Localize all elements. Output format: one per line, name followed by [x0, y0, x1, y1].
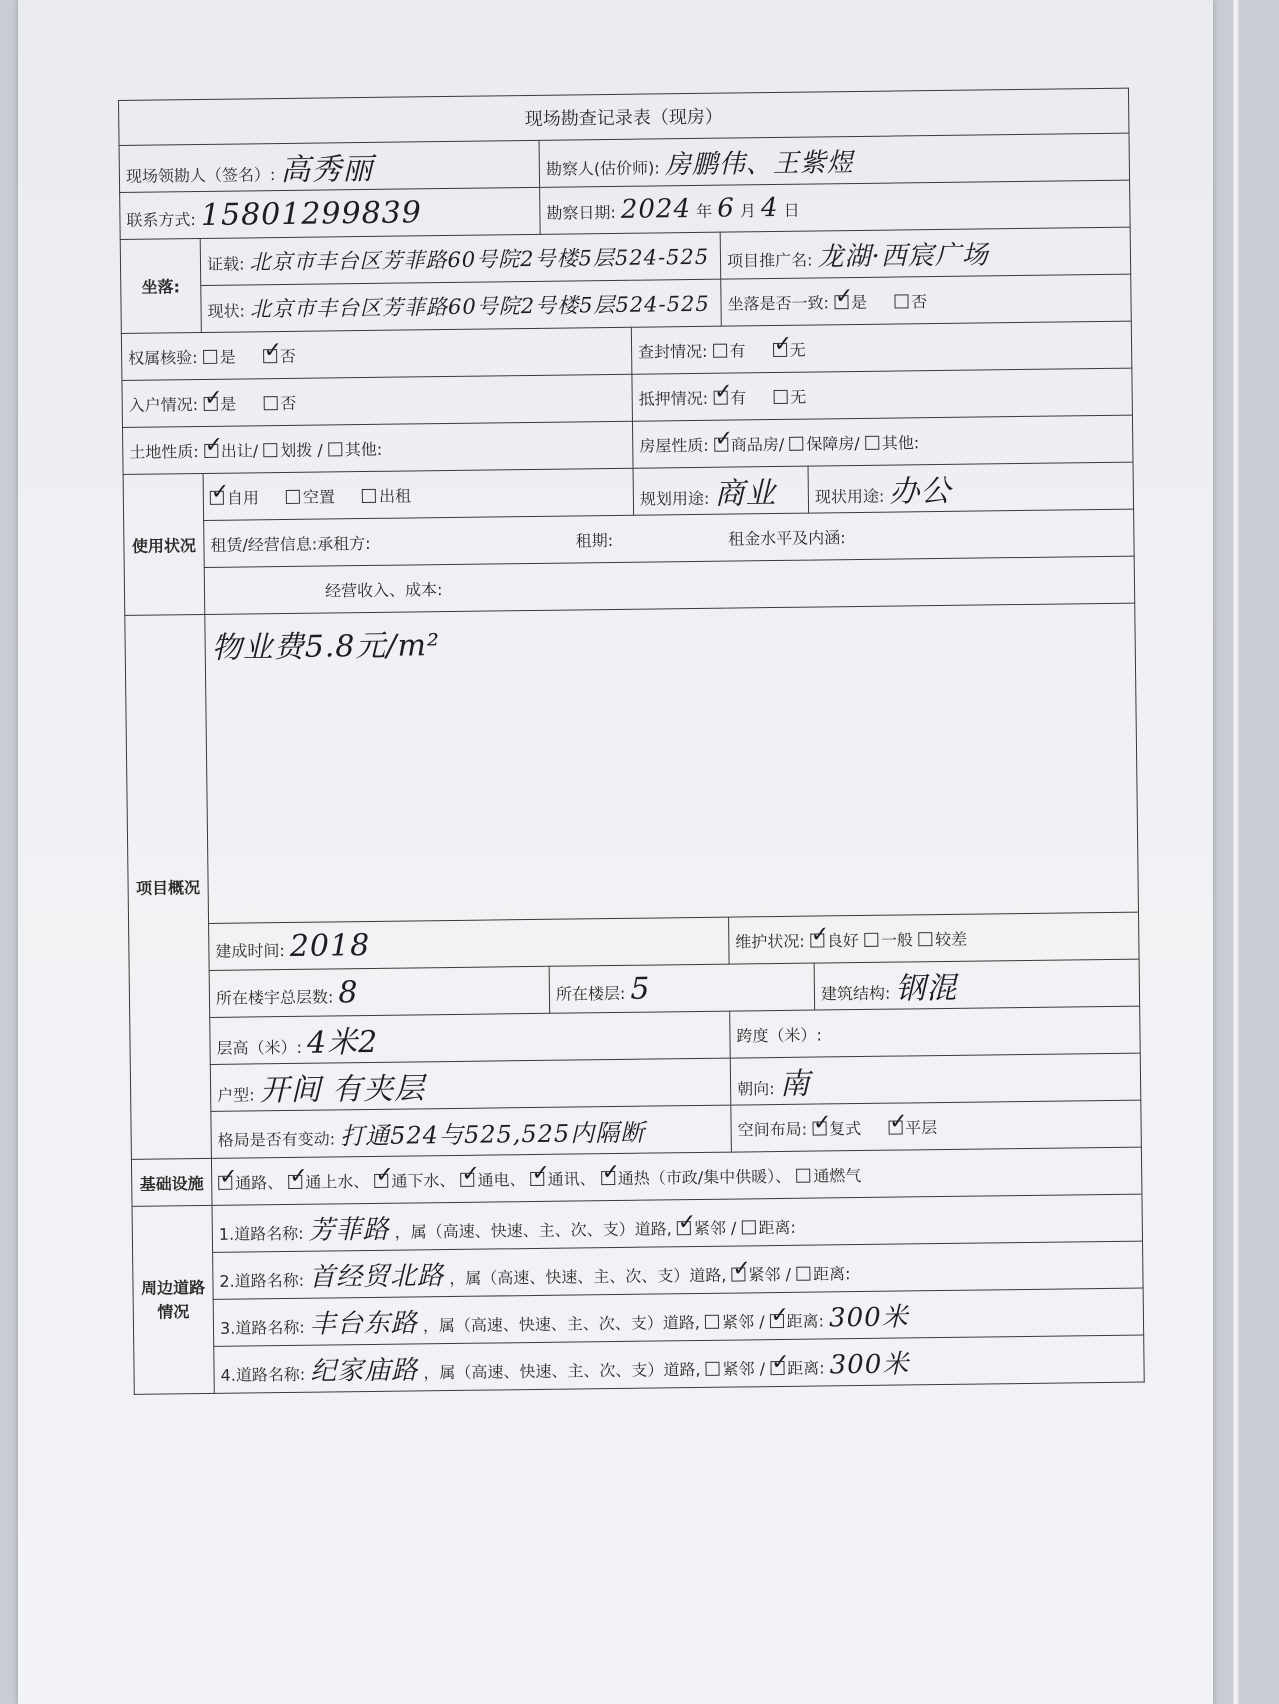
- year-unit: 年: [696, 201, 713, 221]
- built-value: 2018: [289, 927, 371, 964]
- seal-none-checkbox[interactable]: [773, 342, 787, 356]
- road-number: 3.: [219, 1318, 236, 1338]
- month-unit: 月: [739, 201, 757, 221]
- road-number: 4.: [220, 1365, 236, 1385]
- current-use-cell: [808, 462, 1134, 513]
- use-rent-label: 出租: [378, 485, 412, 506]
- road-adjacent-label: 紧邻: [722, 1358, 755, 1379]
- road-name-label: 道路名称:: [234, 1270, 305, 1291]
- entry-label: 入户情况:: [128, 394, 199, 415]
- orient-label: 朝向:: [737, 1079, 775, 1099]
- contact-label: 联系方式:: [126, 209, 196, 230]
- floors-value: 8: [338, 974, 359, 1010]
- struct-cell: [814, 959, 1140, 1010]
- road-name-label: 道路名称:: [235, 1364, 306, 1385]
- road-name-value: 纪家庙路: [310, 1354, 419, 1387]
- income-label: 经营收入、成本:: [324, 579, 443, 601]
- infra-label: 基础设施: [131, 1158, 212, 1206]
- use-options-cell: [203, 468, 634, 520]
- built-label: 建成时间:: [215, 940, 285, 961]
- project-name-cell: [720, 227, 1131, 279]
- struct-value: 钢混: [895, 970, 958, 1007]
- seal-have-checkbox[interactable]: [713, 343, 727, 357]
- entry-cell: [122, 374, 633, 427]
- space-duplex-checkbox[interactable]: [812, 1121, 826, 1135]
- planned-use-cell: [633, 466, 809, 515]
- span-cell: [730, 1006, 1141, 1058]
- consistent-no-checkbox[interactable]: [894, 294, 908, 308]
- use-vacant-label: 空置: [302, 486, 336, 507]
- infra-telecom-checkbox[interactable]: [531, 1171, 545, 1185]
- use-vacant-checkbox[interactable]: [286, 489, 300, 503]
- infra-water-supply-checkbox[interactable]: [288, 1174, 302, 1188]
- maint-fair-checkbox[interactable]: [864, 932, 878, 946]
- maint-poor-checkbox[interactable]: [918, 932, 932, 946]
- orient-value: 南: [779, 1066, 811, 1102]
- height-label: 层高（米）:: [216, 1037, 303, 1058]
- consistent-no-label: 否: [911, 291, 928, 311]
- infra-gas-checkbox[interactable]: [796, 1168, 810, 1182]
- survey-date-day: 4: [760, 192, 779, 224]
- location-label: 坐落:: [120, 239, 201, 334]
- road-name-value: 首经贸北路: [308, 1260, 445, 1293]
- road-distance-checkbox[interactable]: [770, 1360, 784, 1374]
- overview-notes-cell: [205, 603, 1139, 923]
- road-distance-label: 距离:: [812, 1263, 851, 1284]
- road-row-3: 3.道路名称: 丰台东路 ，属（高速、快速、主、次、支）道路, 紧邻 / ✓距离: 300米: [213, 1288, 1144, 1346]
- surveyor-cell: [539, 133, 1130, 187]
- infra-road-label: 通路、: [235, 1172, 284, 1193]
- actual-label: 现状:: [207, 301, 246, 321]
- maint-label: 维护状况:: [735, 931, 805, 952]
- road-name-label: 道路名称:: [234, 1223, 304, 1244]
- land-other-label: 其他:: [344, 439, 383, 459]
- house-other-checkbox[interactable]: [865, 435, 879, 449]
- layout-value: 开间 有夹层: [259, 1071, 426, 1109]
- mortgage-have-checkbox[interactable]: [713, 390, 727, 404]
- seal-label: 查封情况:: [637, 341, 708, 362]
- consistent-label: 坐落是否一致:: [727, 292, 830, 314]
- road-type-text: ，属（高速、快速、主、次、支）道路,: [422, 1312, 701, 1335]
- infra-telecom-label: 通讯、: [547, 1168, 596, 1189]
- ownership-cell: [121, 327, 632, 380]
- height-cell: [210, 1011, 731, 1064]
- house-label: 房屋性质:: [639, 435, 709, 456]
- ownership-no-checkbox[interactable]: [263, 349, 277, 363]
- infra-power-label: 通电、: [477, 1169, 526, 1190]
- field-leader-label: 现场领勘人（签名）:: [125, 165, 276, 186]
- actual-address-value: 北京市丰台区芳菲路60号院2号楼5层524-525: [249, 291, 710, 322]
- seal-cell: [631, 321, 1132, 374]
- mortgage-label: 抵押情况:: [638, 388, 709, 409]
- maint-poor-label: 较差: [934, 929, 968, 949]
- ownership-label: 权属核验:: [128, 347, 198, 368]
- cert-address-value: 北京市丰台区芳菲路60号院2号楼5层524-525: [249, 244, 710, 275]
- ownership-yes-label: 是: [219, 347, 236, 367]
- maint-good-checkbox[interactable]: [810, 933, 824, 947]
- use-self-checkbox[interactable]: [210, 490, 224, 504]
- road-adjacent-checkbox[interactable]: [705, 1314, 719, 1328]
- entry-no-checkbox[interactable]: [263, 396, 277, 410]
- infra-water-supply-label: 通上水、: [305, 1171, 370, 1192]
- road-distance-value: 300米: [828, 1301, 909, 1333]
- land-other-checkbox[interactable]: [328, 442, 342, 456]
- mortgage-none-checkbox[interactable]: [773, 389, 787, 403]
- infra-gas-label: 通燃气: [813, 1165, 862, 1186]
- seal-have-label: 有: [729, 340, 746, 361]
- ownership-no-label: 否: [279, 346, 296, 366]
- survey-table: [118, 88, 1145, 1395]
- layout-cell: [210, 1058, 731, 1111]
- contact-cell: [120, 187, 541, 239]
- consistent-yes-checkbox[interactable]: [834, 295, 848, 309]
- house-commercial-label: 商品房/: [730, 434, 785, 455]
- land-transfer-label: 出让/: [220, 440, 259, 461]
- road-row-4: 4.道路名称: 纪家庙路 ，属（高速、快速、主、次、支）道路, 紧邻 / ✓距离: 300米: [214, 1335, 1145, 1393]
- layout-label: 户型:: [217, 1085, 255, 1105]
- road-distance-checkbox[interactable]: [741, 1220, 755, 1234]
- road-distance-checkbox[interactable]: [796, 1266, 810, 1280]
- current-use-value: 办公: [889, 473, 952, 510]
- survey-form: [118, 88, 1134, 1395]
- cert-address-cell: [200, 232, 721, 285]
- road-adjacent-checkbox[interactable]: [731, 1267, 745, 1281]
- road-adjacent-checkbox[interactable]: [706, 1361, 720, 1375]
- current-use-label: 现状用途:: [814, 486, 885, 507]
- house-commercial-checkbox[interactable]: [714, 437, 728, 451]
- entry-yes-label: 是: [220, 394, 237, 414]
- road-type-text: ，属（高速、快速、主、次、支）道路,: [449, 1265, 727, 1288]
- overview-note: 物业费5.8元/m²: [211, 628, 441, 666]
- change-label: 格局是否有变动:: [217, 1128, 336, 1150]
- road-distance-label: 距离:: [758, 1217, 796, 1237]
- mortgage-none-label: 无: [790, 387, 807, 407]
- space-flat-checkbox[interactable]: [888, 1120, 902, 1134]
- cert-label: 证载:: [206, 254, 245, 274]
- road-number: 1.: [218, 1224, 235, 1244]
- lease-term-label: 租期:: [575, 530, 614, 550]
- orient-cell: [730, 1053, 1141, 1105]
- consistent-cell: [721, 274, 1132, 326]
- infra-road-checkbox[interactable]: [218, 1175, 232, 1189]
- road-name-label: 道路名称:: [235, 1317, 305, 1338]
- road-distance-checkbox[interactable]: [770, 1313, 784, 1327]
- built-cell: [209, 917, 730, 970]
- change-value: 打通524与525,525内隔断: [340, 1118, 646, 1150]
- house-affordable-checkbox[interactable]: [789, 436, 803, 450]
- roads-label: 周边道路情况: [132, 1205, 214, 1394]
- infra-power-checkbox[interactable]: [460, 1172, 474, 1186]
- road-adjacent-label: 紧邻: [748, 1264, 781, 1284]
- field-leader-signature: 高秀丽: [280, 151, 374, 189]
- planned-use-label: 规划用途:: [639, 488, 710, 509]
- day-unit: 日: [783, 200, 800, 220]
- road-adjacent-label: 紧邻: [721, 1311, 755, 1332]
- floor-value: 5: [630, 971, 651, 1007]
- infra-drainage-label: 通下水、: [391, 1170, 456, 1191]
- house-other-label: 其他:: [881, 432, 920, 453]
- survey-date-label: 勘察日期:: [546, 202, 616, 223]
- actual-address-cell: [201, 279, 722, 332]
- rent-label: 租金水平及内涵:: [728, 527, 846, 549]
- road-distance-label: 距离:: [787, 1357, 825, 1378]
- entry-yes-checkbox[interactable]: [203, 396, 217, 410]
- lease-info-label: 租赁/经营信息:承租方:: [210, 533, 371, 555]
- field-leader-cell: [119, 140, 540, 192]
- consistent-yes-label: 是: [850, 292, 868, 312]
- road-number: 2.: [219, 1271, 235, 1291]
- space-cell: [731, 1100, 1142, 1152]
- road-name-value: 丰台东路: [309, 1307, 418, 1340]
- paper-stack-edge: [1233, 0, 1239, 1704]
- ownership-yes-checkbox[interactable]: [203, 349, 217, 363]
- surveyor-label: 勘察人(估价师):: [545, 157, 660, 179]
- house-cell: [632, 415, 1133, 468]
- floor-label: 所在楼层:: [555, 983, 626, 1004]
- use-self-label: 自用: [226, 487, 259, 508]
- maint-good-label: 良好: [826, 930, 859, 950]
- contact-value: 15801299839: [200, 194, 423, 233]
- overview-label: 项目概况: [125, 614, 212, 1159]
- use-rent-checkbox[interactable]: [362, 488, 376, 502]
- mortgage-cell: [632, 368, 1133, 421]
- road-distance-label: 距离:: [786, 1310, 825, 1331]
- space-label: 空间布局:: [737, 1119, 808, 1140]
- land-transfer-checkbox[interactable]: [204, 443, 218, 457]
- floors-label: 所在楼宇总层数:: [215, 986, 334, 1008]
- planned-use-value: 商业: [714, 475, 777, 512]
- surveyor-value: 房鹏伟、王紫煜: [664, 147, 855, 180]
- road-type-text: ，属（高速、快速、主、次、支）道路,: [423, 1359, 701, 1382]
- road-type-text: ，属（高速、快速、主、次、支）道路,: [394, 1218, 672, 1242]
- house-affordable-label: 保障房/: [806, 433, 860, 454]
- road-row-1: 1.道路名称: 芳菲路 ，属（高速、快速、主、次、支）道路, ✓ 紧邻 / 距离:: [212, 1194, 1143, 1252]
- road-name-value: 芳菲路: [308, 1214, 390, 1246]
- road-distance-value: 300米: [829, 1348, 910, 1380]
- infra-drainage-checkbox[interactable]: [374, 1173, 388, 1187]
- form-title: 现场勘查记录表（现房）: [119, 88, 1129, 145]
- road-row-2: 2.道路名称: 首经贸北路 ，属（高速、快速、主、次、支）道路, ✓ 紧邻 / 距离:: [213, 1241, 1144, 1299]
- land-cell: [123, 421, 634, 474]
- road-adjacent-checkbox[interactable]: [677, 1221, 691, 1235]
- entry-no-label: 否: [280, 393, 297, 413]
- land-label: 土地性质:: [129, 441, 199, 462]
- space-flat-label: 平层: [905, 1117, 938, 1137]
- floor-cell: [549, 963, 815, 1013]
- infra-heating-checkbox[interactable]: [601, 1171, 615, 1185]
- project-name-value: 龙湖·西宸广场: [817, 239, 989, 272]
- infra-heating-label: 通热（市政/集中供暖）、: [617, 1166, 792, 1188]
- land-allocate-checkbox[interactable]: [263, 443, 277, 457]
- space-duplex-label: 复式: [829, 1118, 862, 1138]
- survey-date-cell: [540, 180, 1131, 234]
- seal-none-label: 无: [789, 340, 806, 360]
- span-label: 跨度（米）:: [736, 1024, 822, 1046]
- floors-cell: [209, 966, 550, 1017]
- road-adjacent-label: 紧邻: [693, 1218, 727, 1238]
- usage-status-label: 使用状况: [123, 473, 205, 615]
- maint-cell: [729, 912, 1140, 964]
- struct-label: 建筑结构:: [820, 983, 891, 1004]
- survey-date-month: 6: [717, 193, 735, 224]
- land-allocate-label: 划拨 /: [280, 440, 323, 460]
- change-cell: [211, 1105, 732, 1158]
- project-name-label: 项目推广名:: [726, 250, 813, 271]
- height-value: 4米2: [306, 1024, 379, 1061]
- maint-fair-label: 一般: [880, 929, 914, 950]
- mortgage-have-label: 有: [730, 387, 747, 408]
- survey-date-year: 2024: [620, 194, 692, 225]
